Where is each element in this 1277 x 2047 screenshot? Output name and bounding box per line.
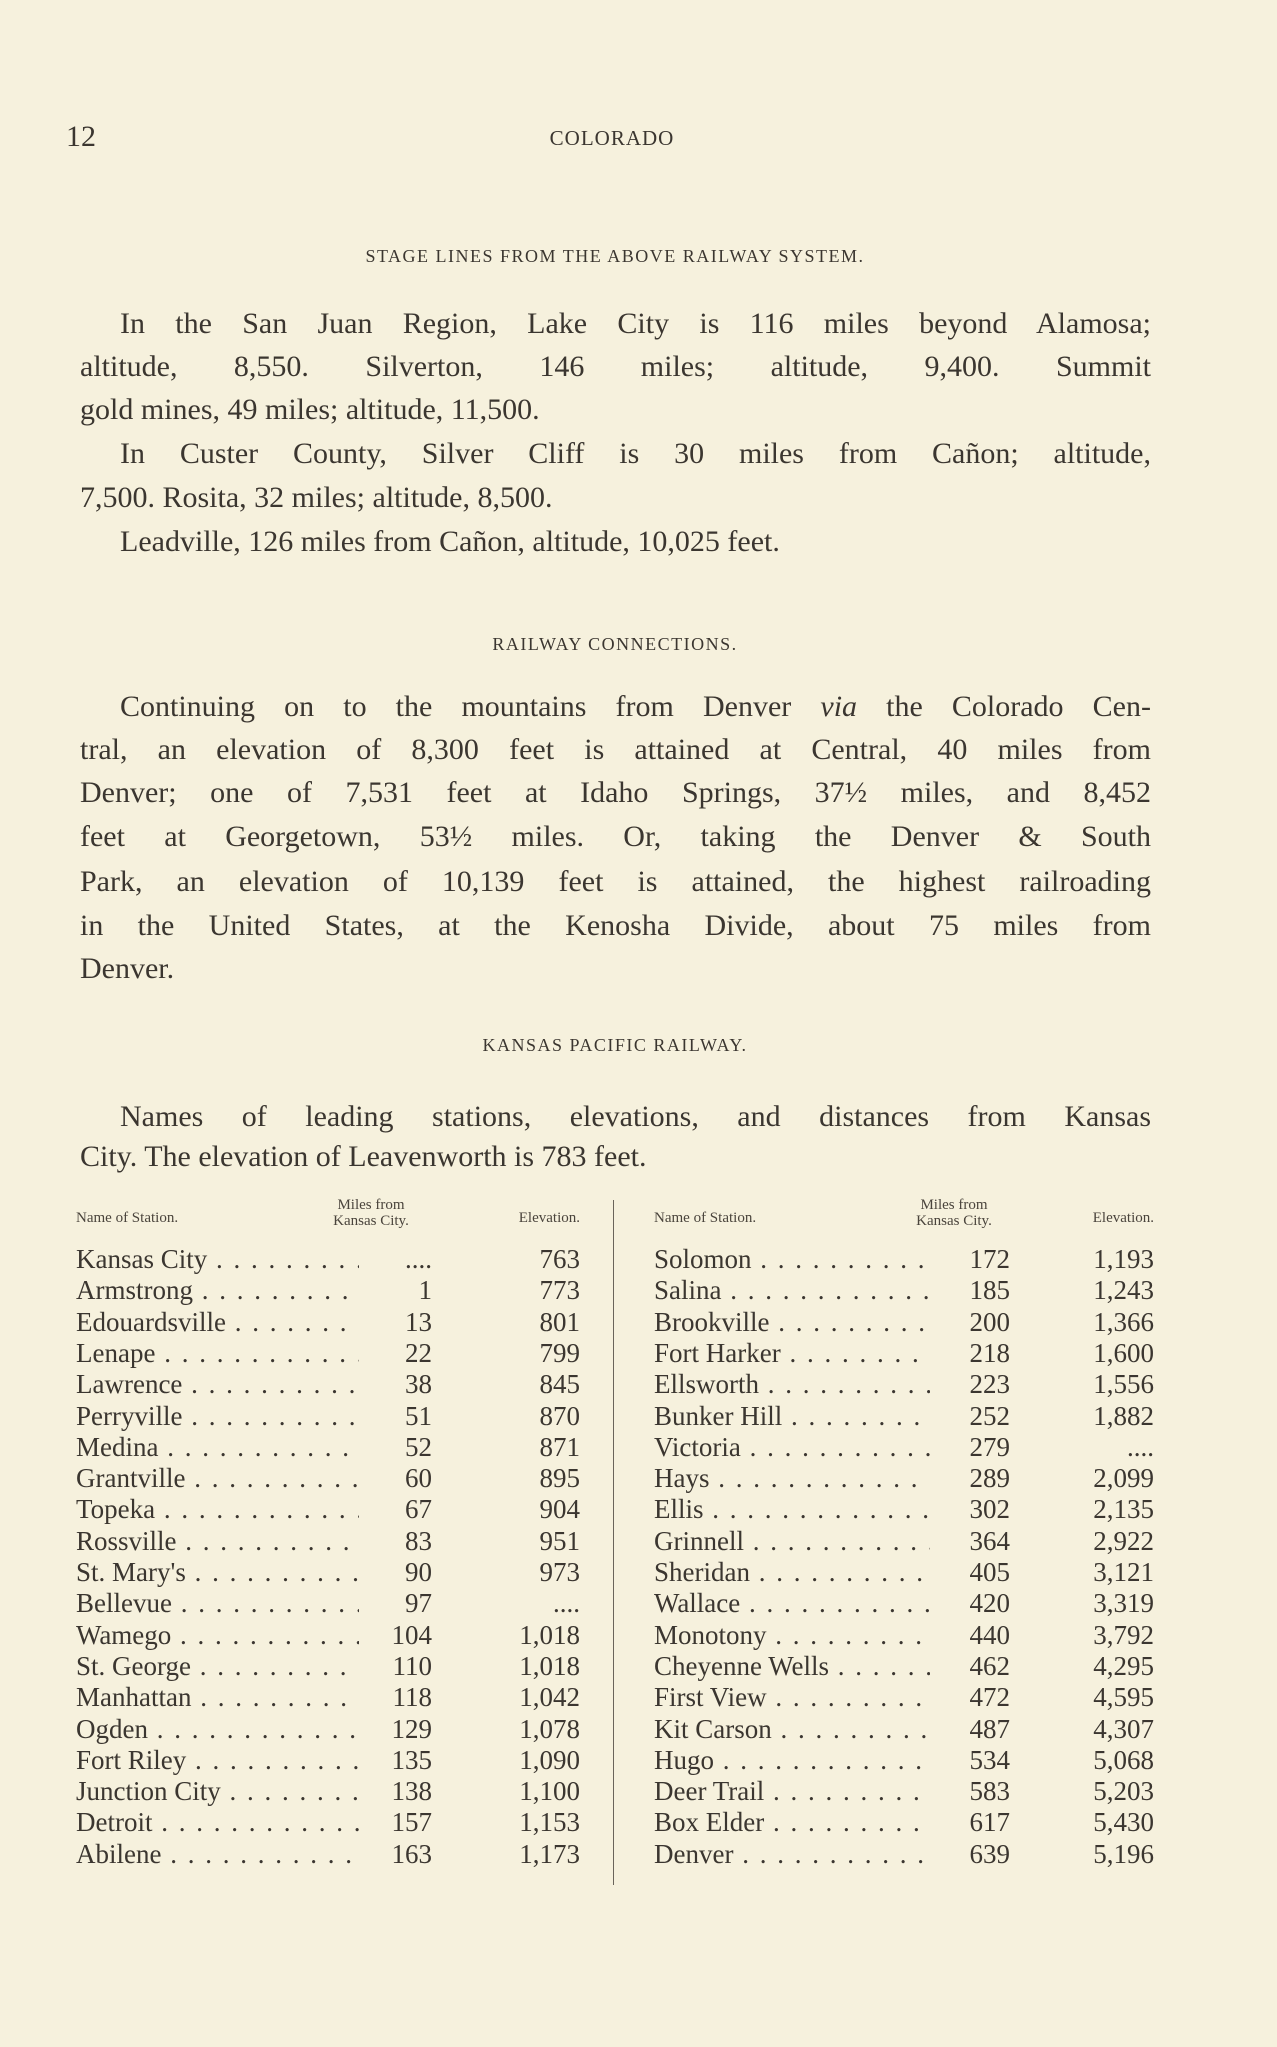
elevation: 1,078 [519, 1713, 580, 1744]
elevation: 1,042 [519, 1682, 580, 1713]
miles-from-kansas-city: 83 [405, 1525, 432, 1556]
station-name [654, 1431, 930, 1463]
elevation: 951 [539, 1525, 580, 1556]
station-name [76, 1462, 359, 1494]
station-name [654, 1775, 930, 1807]
miles-from-kansas-city: 185 [969, 1275, 1010, 1306]
station-name [654, 1713, 930, 1745]
miles-from-kansas-city: 1 [418, 1275, 432, 1306]
elevation: 3,319 [1093, 1588, 1154, 1619]
station-name-text: Medina [76, 1431, 159, 1462]
station-name [654, 1744, 930, 1776]
station-name-text: Lawrence [76, 1369, 183, 1400]
station-name-text: Denver [654, 1838, 734, 1869]
station-name-text: Wallace [654, 1588, 741, 1619]
table-row [654, 1806, 1156, 1838]
station-name [654, 1587, 930, 1619]
station-name [654, 1650, 930, 1682]
miles-from-kansas-city: 13 [405, 1306, 432, 1337]
station-name-text: Bunker Hill [654, 1400, 783, 1431]
station-name-text: Solomon [654, 1244, 752, 1274]
elevation: 799 [539, 1337, 580, 1368]
station-name-text: Wamego [76, 1619, 172, 1650]
miles-from-kansas-city: 583 [969, 1776, 1010, 1807]
table-row [76, 1681, 581, 1713]
table-row [654, 1431, 1156, 1463]
table-row [76, 1806, 581, 1838]
elevation: 4,307 [1093, 1713, 1154, 1744]
elevation: 1,193 [1093, 1244, 1154, 1274]
station-name [76, 1775, 359, 1807]
text-line: tral, an elevation of 8,300 feet is attained at Central, 40 miles from [80, 733, 1151, 766]
station-name-text: Ogden [76, 1713, 148, 1744]
station-name-text: Ellsworth [654, 1369, 759, 1400]
miles-from-kansas-city: 302 [969, 1494, 1010, 1525]
miles-from-kansas-city: 157 [391, 1807, 432, 1838]
elevation: 1,173 [519, 1838, 580, 1869]
station-name-text: Bellevue [76, 1588, 172, 1619]
miles-from-kansas-city: 218 [969, 1337, 1010, 1368]
text-line: City. The elevation of Leavenworth is 783 feet. [80, 1140, 647, 1173]
table-row [654, 1400, 1156, 1432]
elevation: 801 [539, 1306, 580, 1337]
elevation: .... [553, 1588, 580, 1619]
elevation: 3,792 [1093, 1619, 1154, 1650]
table-row [76, 1431, 581, 1463]
table-row [654, 1525, 1156, 1557]
header-miles: Miles from [337, 1197, 405, 1213]
miles-from-kansas-city: 223 [969, 1369, 1010, 1400]
station-name-text: Kit Carson [654, 1713, 772, 1744]
table-row [76, 1274, 581, 1306]
section-heading-kansas-pacific: KANSAS PACIFIC RAILWAY. [482, 1035, 748, 1055]
elevation: 871 [539, 1431, 580, 1462]
station-name-text: Brookville [654, 1306, 770, 1337]
elevation: 1,243 [1093, 1275, 1154, 1306]
elevation: 1,018 [519, 1650, 580, 1681]
elevation: 2,922 [1093, 1525, 1154, 1556]
header-miles: Kansas City. [333, 1213, 409, 1229]
station-name-text: Detroit [76, 1807, 153, 1838]
miles-from-kansas-city: 534 [969, 1744, 1010, 1775]
header-elevation: Elevation. [1092, 1210, 1154, 1226]
station-name-text: Rossville [76, 1525, 177, 1556]
header-miles: Miles from [920, 1197, 988, 1213]
station-name [76, 1337, 359, 1369]
station-name [76, 1525, 359, 1557]
station-name [76, 1681, 359, 1713]
station-name-text: Fort Harker [654, 1337, 781, 1368]
running-head: COLORADO [549, 126, 675, 150]
station-name [76, 1431, 359, 1463]
table-row [654, 1744, 1156, 1776]
table-row [76, 1368, 581, 1400]
table-row [654, 1306, 1156, 1338]
text-part-italic: via [820, 690, 858, 723]
miles-from-kansas-city: 472 [969, 1682, 1010, 1713]
elevation: 1,366 [1093, 1306, 1154, 1337]
elevation: 2,135 [1093, 1494, 1154, 1525]
table-row [654, 1587, 1156, 1619]
table-row [76, 1619, 581, 1651]
station-name-text: St. George [76, 1650, 191, 1681]
station-name-text: First View [654, 1682, 767, 1713]
station-name-text: Monotony [654, 1619, 767, 1650]
station-name-text: Cheyenne Wells [654, 1650, 830, 1681]
elevation: 773 [539, 1275, 580, 1306]
station-name [654, 1400, 930, 1432]
table-row [654, 1243, 1156, 1275]
table-row [76, 1462, 581, 1494]
station-name-text: Grinnell [654, 1525, 744, 1556]
elevation: 5,430 [1093, 1807, 1154, 1838]
station-name [76, 1400, 359, 1432]
station-name [654, 1306, 930, 1338]
station-name [76, 1587, 359, 1619]
table-row [76, 1306, 581, 1338]
station-name-text: Hays [654, 1463, 710, 1494]
miles-from-kansas-city: 405 [969, 1557, 1010, 1587]
table-row [654, 1493, 1156, 1525]
station-name [76, 1744, 359, 1776]
text-line: Denver. [80, 952, 175, 985]
station-name [654, 1337, 930, 1369]
table-row [76, 1525, 581, 1557]
text-line: in the United States, at the Kenosha Divide, about 75 miles from [80, 909, 1151, 942]
station-name [654, 1619, 930, 1651]
text-line: altitude, 8,550. Silverton, 146 miles; altitude, 9,400. Summit [80, 350, 1151, 383]
table-row [654, 1462, 1156, 1494]
station-name-text: Deer Trail [654, 1776, 765, 1807]
station-name-text: Sheridan [654, 1557, 750, 1587]
miles-from-kansas-city: 200 [969, 1306, 1010, 1337]
elevation: 1,090 [519, 1744, 580, 1775]
miles-from-kansas-city: 97 [405, 1588, 432, 1619]
table-row [654, 1368, 1156, 1400]
page-number: 12 [66, 120, 96, 153]
station-name [654, 1274, 930, 1306]
header-name: Name of Station. [654, 1210, 757, 1226]
elevation: 5,068 [1093, 1744, 1154, 1775]
elevation: 870 [539, 1400, 580, 1431]
miles-from-kansas-city: 129 [391, 1713, 432, 1744]
station-name [654, 1493, 930, 1525]
miles-from-kansas-city: 67 [405, 1494, 432, 1525]
table-row [654, 1838, 1156, 1870]
column-divider [613, 1200, 614, 1885]
text-line: Denver; one of 7,531 feet at Idaho Springs, 37½ miles, and 8,452 [80, 776, 1151, 809]
elevation: 4,595 [1093, 1682, 1154, 1713]
text-line: Names of leading stations, elevations, and distances from Kansas [120, 1100, 1151, 1133]
station-name [76, 1274, 359, 1306]
miles-from-kansas-city: 420 [969, 1588, 1010, 1619]
table-row [654, 1274, 1156, 1306]
station-name [76, 1838, 359, 1870]
station-name [654, 1368, 930, 1400]
elevation: 1,018 [519, 1619, 580, 1650]
elevation: 5,196 [1093, 1838, 1154, 1869]
text-line: feet at Georgetown, 53½ miles. Or, taking the Denver & South [80, 820, 1151, 853]
table-row [76, 1713, 581, 1745]
text-line: gold mines, 49 miles; altitude, 11,500. [80, 393, 540, 426]
elevation: 5,203 [1093, 1776, 1154, 1807]
table-row [76, 1556, 581, 1588]
miles-from-kansas-city: 38 [405, 1369, 432, 1400]
text-line: Park, an elevation of 10,139 feet is attained, the highest railroading [80, 865, 1151, 898]
header-name: Name of Station. [76, 1210, 179, 1226]
elevation: 1,153 [519, 1807, 580, 1838]
table-row [76, 1587, 581, 1619]
header-miles: Kansas City. [916, 1213, 992, 1229]
miles-from-kansas-city: 279 [969, 1431, 1010, 1462]
table-row [654, 1337, 1156, 1369]
miles-from-kansas-city: 52 [405, 1431, 432, 1462]
miles-from-kansas-city: 617 [969, 1807, 1010, 1838]
elevation: 895 [539, 1463, 580, 1494]
text-line: 7,500. Rosita, 32 miles; altitude, 8,500. [80, 481, 553, 514]
table-row [654, 1650, 1156, 1682]
section-heading-stage-lines: STAGE LINES FROM THE ABOVE RAILWAY SYSTEM. [365, 246, 865, 266]
station-name-text: Fort Riley [76, 1744, 187, 1775]
miles-from-kansas-city: 51 [405, 1400, 432, 1431]
station-name [654, 1681, 930, 1713]
station-name-text: Edouardsville [76, 1306, 226, 1337]
table-row [654, 1619, 1156, 1651]
header-elevation: Elevation. [518, 1210, 580, 1226]
station-name-text: Perryville [76, 1400, 183, 1431]
text-line: In Custer County, Silver Cliff is 30 miles from Cañon; altitude, [120, 437, 1151, 470]
station-name [76, 1368, 359, 1400]
station-name [76, 1713, 359, 1745]
elevation: 1,100 [519, 1776, 580, 1807]
station-name [76, 1493, 359, 1525]
miles-from-kansas-city: 462 [969, 1650, 1010, 1681]
table-row [654, 1556, 1156, 1588]
text-part: Continuing on to the mountains from Denver [120, 690, 821, 723]
miles-from-kansas-city: .... [405, 1244, 432, 1274]
miles-from-kansas-city: 110 [392, 1650, 432, 1681]
elevation: 3,121 [1093, 1557, 1154, 1587]
miles-from-kansas-city: 487 [969, 1713, 1010, 1744]
station-name [76, 1556, 359, 1588]
station-name-text: Grantville [76, 1463, 186, 1494]
station-name-text: Lenape [76, 1337, 156, 1368]
table-row [76, 1337, 581, 1369]
miles-from-kansas-city: 163 [391, 1838, 432, 1869]
table-row [654, 1775, 1156, 1807]
station-name [654, 1556, 930, 1588]
table-row [76, 1243, 581, 1275]
station-name [654, 1838, 930, 1870]
station-name-text: Junction City [76, 1776, 221, 1807]
elevation: 1,600 [1093, 1337, 1154, 1368]
station-name-text: Topeka [76, 1494, 156, 1525]
text-part: the Colorado Cen- [857, 690, 1151, 723]
miles-from-kansas-city: 135 [391, 1744, 432, 1775]
table-row [76, 1838, 581, 1870]
station-name [76, 1650, 359, 1682]
section-heading-railway-connections: RAILWAY CONNECTIONS. [492, 634, 738, 654]
station-name-text: St. Mary's [76, 1557, 186, 1587]
elevation: 1,556 [1093, 1369, 1154, 1400]
station-name [654, 1462, 930, 1494]
table-row [76, 1650, 581, 1682]
station-name [76, 1619, 359, 1651]
miles-from-kansas-city: 104 [391, 1619, 432, 1650]
elevation: 4,295 [1093, 1650, 1154, 1681]
miles-from-kansas-city: 90 [405, 1557, 432, 1587]
table-row [76, 1775, 581, 1807]
text-line: Leadville, 126 miles from Cañon, altitude, 10,025 feet. [120, 525, 780, 558]
station-name-text: Kansas City [76, 1244, 208, 1274]
miles-from-kansas-city: 364 [969, 1525, 1010, 1556]
station-name-text: Victoria [654, 1431, 741, 1462]
miles-from-kansas-city: 60 [405, 1463, 432, 1494]
elevation: 1,882 [1093, 1400, 1154, 1431]
elevation: 904 [539, 1494, 580, 1525]
station-name [654, 1243, 930, 1275]
miles-from-kansas-city: 289 [969, 1463, 1010, 1494]
station-name-text: Abilene [76, 1838, 162, 1869]
miles-from-kansas-city: 22 [405, 1337, 432, 1368]
elevation: 845 [539, 1369, 580, 1400]
table-row [654, 1713, 1156, 1745]
miles-from-kansas-city: 252 [969, 1400, 1010, 1431]
elevation: 763 [539, 1244, 580, 1274]
station-name-text: Manhattan [76, 1682, 192, 1713]
station-name [654, 1806, 930, 1838]
miles-from-kansas-city: 138 [391, 1776, 432, 1807]
station-name-text: Salina [654, 1275, 722, 1306]
table-row [654, 1681, 1156, 1713]
text-line [120, 689, 1151, 725]
station-name-text: Ellis [654, 1494, 704, 1525]
station-name-text: Armstrong [76, 1275, 193, 1306]
table-row [76, 1400, 581, 1432]
elevation: 2,099 [1093, 1463, 1154, 1494]
elevation: .... [1127, 1431, 1154, 1462]
miles-from-kansas-city: 440 [969, 1619, 1010, 1650]
station-name [76, 1806, 359, 1838]
miles-from-kansas-city: 639 [969, 1838, 1010, 1869]
text-line: In the San Juan Region, Lake City is 116 miles beyond Alamosa; [120, 307, 1151, 340]
station-name-text: Box Elder [654, 1807, 765, 1838]
miles-from-kansas-city: 118 [392, 1682, 432, 1713]
miles-from-kansas-city: 172 [969, 1244, 1010, 1274]
station-name [76, 1243, 359, 1275]
station-name [654, 1525, 930, 1557]
station-name [76, 1306, 359, 1338]
station-name-text: Hugo [654, 1744, 714, 1775]
table-row [76, 1493, 581, 1525]
table-row [76, 1744, 581, 1776]
elevation: 973 [539, 1557, 580, 1587]
